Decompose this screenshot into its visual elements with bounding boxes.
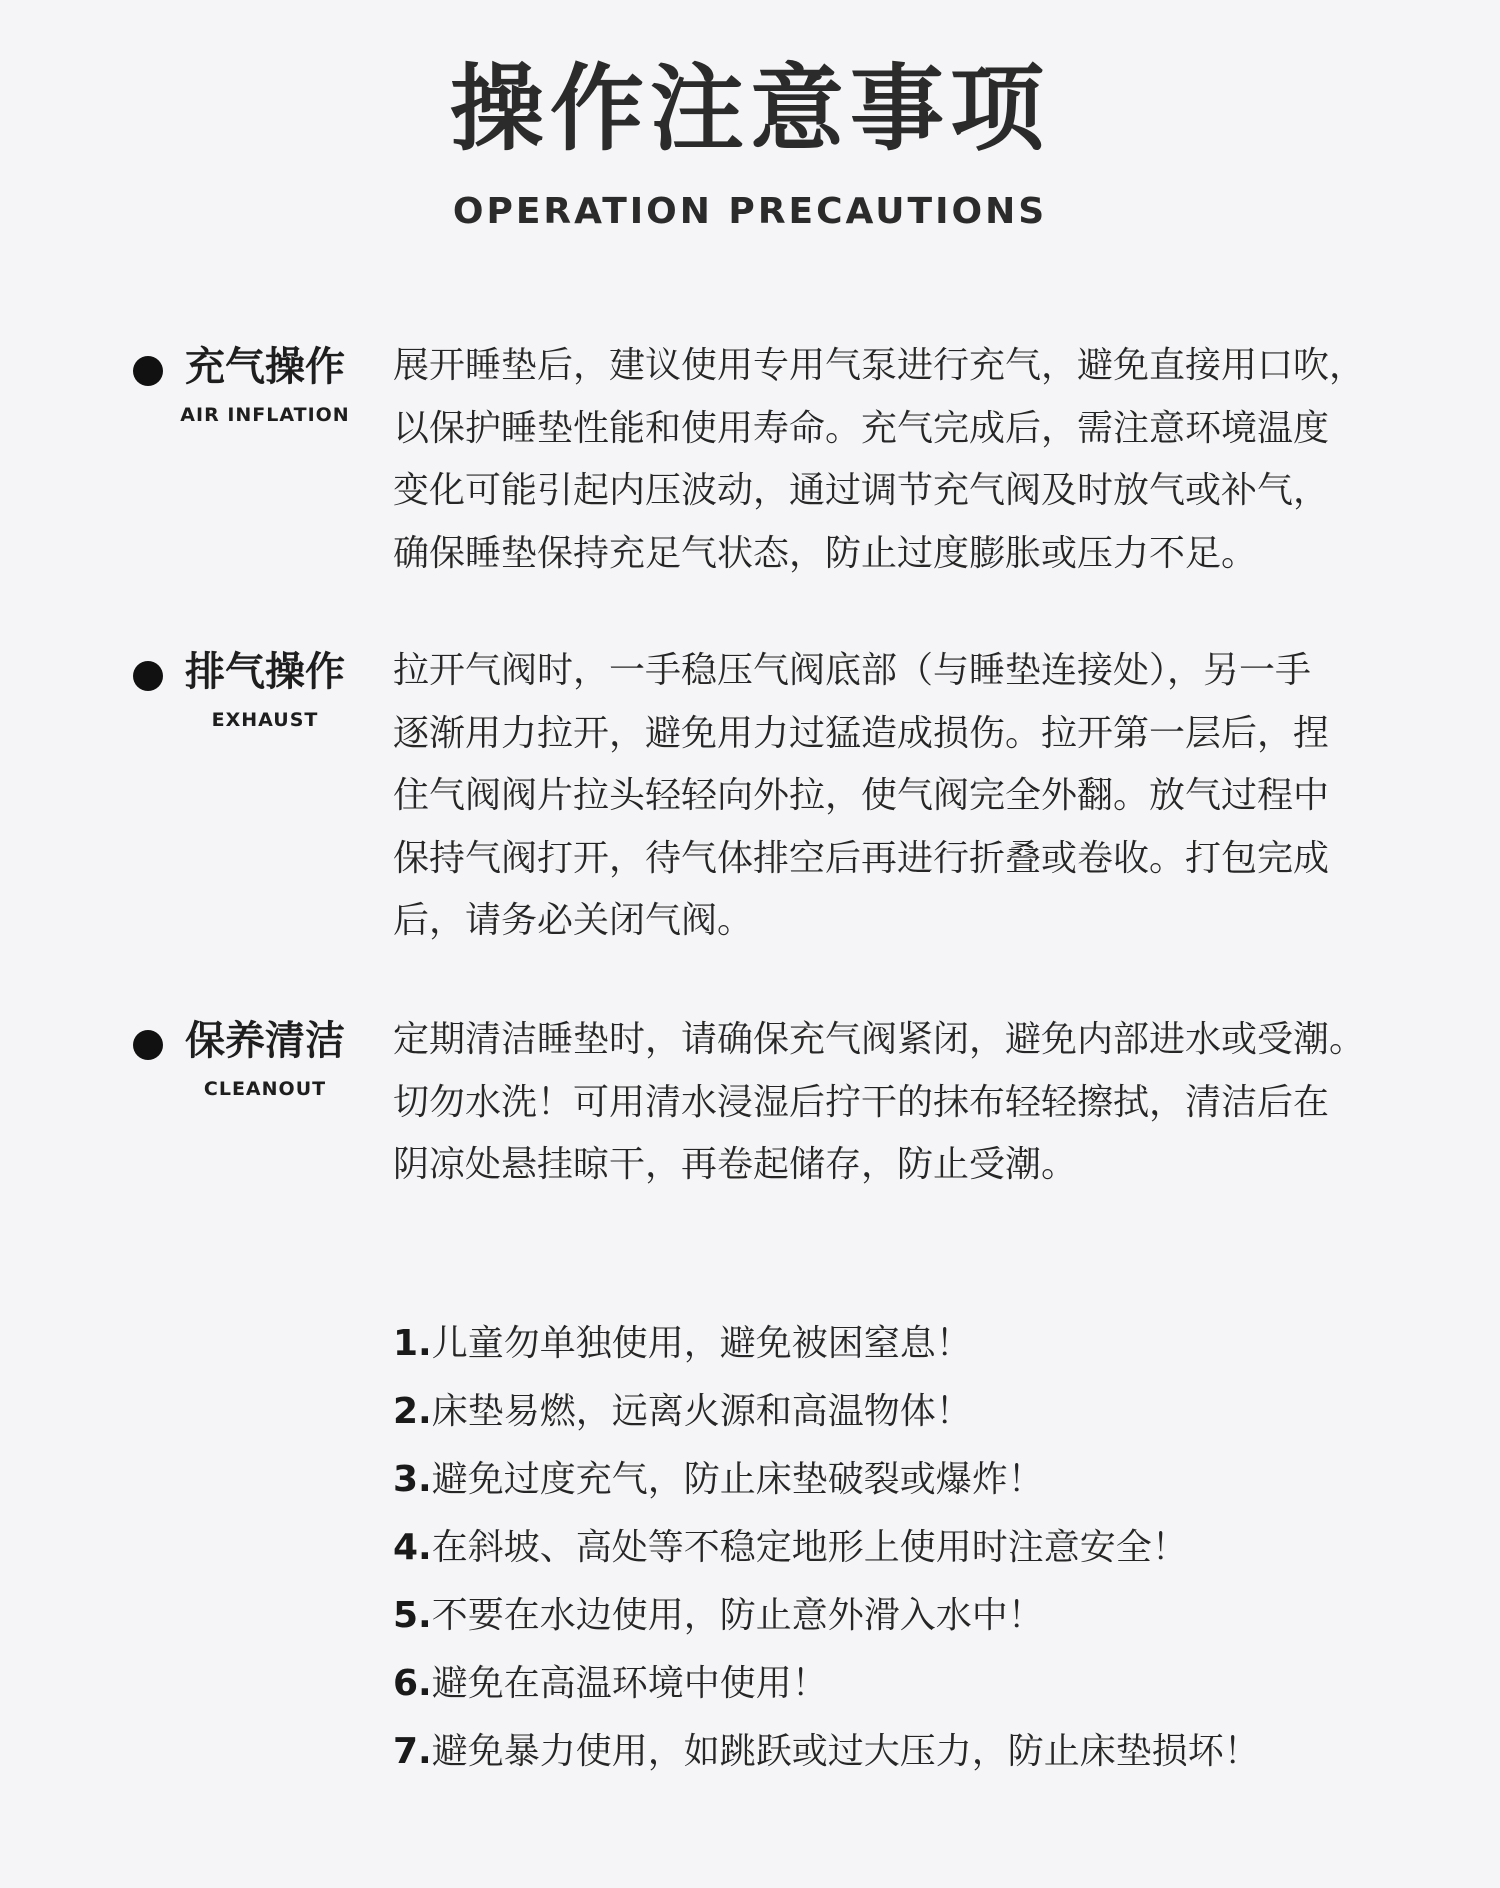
note-text: 避免暴力使用，如跳跃或过大压力，防止床垫损坏！	[431, 1731, 1260, 1772]
body-line: 变化可能引起内压波动，通过调节充气阀及时放气或补气，	[393, 470, 1330, 511]
safety-notes-list	[393, 1310, 1443, 1786]
section-body	[393, 335, 1393, 585]
page-subtitle: OPERATION PRECAUTIONS	[452, 191, 1048, 232]
note-text: 在斜坡、高处等不稳定地形上使用时注意安全！	[431, 1527, 1188, 1568]
section-air-inflation	[0, 335, 1500, 585]
page-header	[0, 52, 1500, 234]
bullet-dot-icon	[133, 356, 163, 386]
list-item	[393, 1378, 1443, 1446]
body-line: 确保睡垫保持充足气状态，防止过度膨胀或压力不足。	[393, 532, 1258, 574]
section-exhaust	[0, 640, 1500, 955]
note-text: 不要在水边使用，防止意外滑入水中！	[431, 1595, 1044, 1636]
section-cleanout	[0, 1009, 1500, 1199]
section-body	[393, 1009, 1393, 1197]
note-text: 避免过度充气，防止床垫破裂或爆炸！	[431, 1459, 1044, 1500]
bullet-dot-icon	[133, 1030, 163, 1060]
page-title: 操作注意事项	[449, 55, 1050, 164]
body-line: 保持气阀打开，待气体排空后再进行折叠或卷收。打包完成	[393, 837, 1330, 879]
body-line: 逐渐用力拉开，避免用力过猛造成损伤。拉开第一层后，捏	[393, 712, 1330, 754]
section-body	[393, 640, 1393, 953]
body-line: 后，请务必关闭气阀。	[393, 900, 754, 941]
note-number: 2.	[393, 1391, 432, 1432]
note-text: 床垫易燃，远离火源和高温物体！	[431, 1391, 972, 1432]
body-line: 拉开气阀时，一手稳压气阀底部（与睡垫连接处），另一手	[393, 650, 1312, 691]
section-subtitle: AIR INFLATION	[180, 404, 350, 426]
note-text: 避免在高温环境中使用！	[431, 1663, 828, 1704]
note-number: 6.	[393, 1663, 432, 1704]
body-line: 展开睡垫后，建议使用专用气泵进行充气，避免直接用口吹，	[393, 345, 1366, 386]
list-item	[393, 1582, 1443, 1650]
note-text: 儿童勿单独使用，避免被困窒息！	[431, 1323, 972, 1364]
body-line: 定期清洁睡垫时，请确保充气阀紧闭，避免内部进水或受潮。	[393, 1019, 1366, 1060]
list-item	[393, 1718, 1443, 1786]
section-title: 保养清洁	[185, 1018, 345, 1064]
section-subtitle: CLEANOUT	[203, 1078, 327, 1100]
section-title: 排气操作	[185, 649, 345, 695]
note-number: 3.	[393, 1459, 432, 1500]
note-number: 7.	[393, 1731, 432, 1772]
section-title: 充气操作	[185, 344, 345, 390]
body-line: 阴凉处悬挂晾干，再卷起储存，防止受潮。	[393, 1144, 1078, 1185]
note-number: 4.	[393, 1527, 432, 1568]
body-line: 住气阀阀片拉头轻轻向外拉，使气阀完全外翻。放气过程中	[393, 775, 1330, 816]
note-number: 1.	[393, 1323, 432, 1364]
note-number: 5.	[393, 1595, 432, 1636]
bullet-dot-icon	[133, 661, 163, 691]
body-line: 切勿水洗！可用清水浸湿后拧干的抹布轻轻擦拭，清洁后在	[393, 1081, 1330, 1123]
section-subtitle: EXHAUST	[211, 709, 319, 731]
list-item	[393, 1514, 1443, 1582]
list-item	[393, 1310, 1443, 1378]
body-line: 以保护睡垫性能和使用寿命。充气完成后，需注意环境温度	[393, 407, 1330, 449]
list-item	[393, 1650, 1443, 1718]
list-item	[393, 1446, 1443, 1514]
